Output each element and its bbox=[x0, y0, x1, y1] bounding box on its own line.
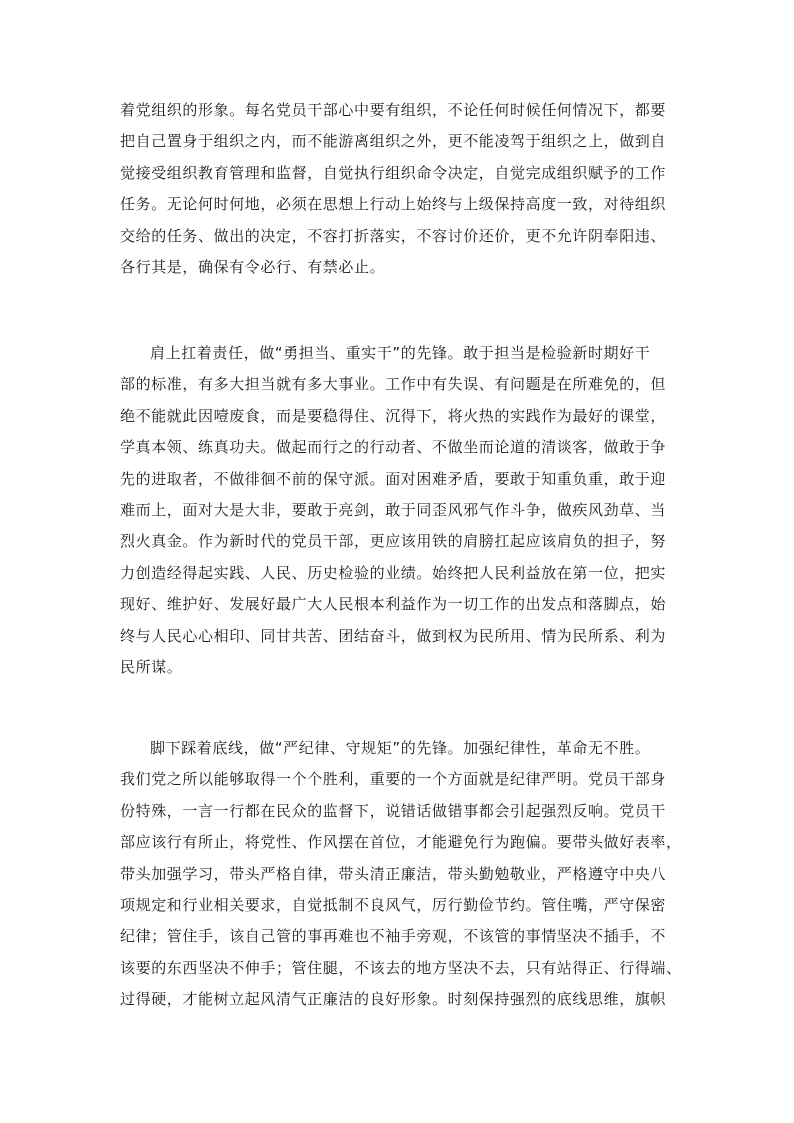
text-line: 任务。无论何时何地，必须在思想上行动上始终与上级保持高度一致，对待组织 bbox=[120, 195, 667, 214]
text-line: 力创造经得起实践、人民、历史检验的业绩。始终把人民利益放在第一位，把实 bbox=[120, 563, 667, 582]
text-line: 交给的任务、做出的决定，不容打折落实，不容讨价还价，更不允许阴奉阳违、 bbox=[120, 226, 667, 245]
text-line: 各行其是，确保有令必行、有禁必止。 bbox=[120, 258, 386, 277]
text-line: 份特殊，一言一行都在民众的监督下，说错话做错事都会引起强烈反响。党员干 bbox=[120, 801, 667, 820]
paragraph-organization bbox=[120, 95, 690, 283]
text-line: 民所谋。 bbox=[120, 658, 183, 677]
text-line: 学真本领、练真功夫。做起而行之的行动者、不做坐而论道的清谈客，做敢于争 bbox=[120, 438, 667, 457]
text-line: 部应该行有所止，将党性、作风摆在首位，才能避免行为跑偏。要带头做好表率， bbox=[120, 833, 682, 852]
text-line: 把自己置身于组织之内，而不能游离组织之外，更不能凌驾于组织之上，做到自 bbox=[120, 132, 667, 151]
text-line: 绝不能就此因噎废食，而是要稳得住、沉得下，将火热的实践作为最好的课堂， bbox=[120, 406, 667, 425]
text-line: 难而上，面对大是大非，要敢于亮剑，敢于同歪风邪气作斗争，做疾风劲草、当 bbox=[120, 501, 667, 520]
text-line: 部的标准，有多大担当就有多大事业。工作中有失误、有问题是在所难免的，但 bbox=[120, 375, 667, 394]
text-line: 肩上扛着责任，做“勇担当、重实干”的先锋。敢于担当是检验新时期好干 bbox=[150, 344, 651, 362]
text-line: 觉接受组织教育管理和监督，自觉执行组织命令决定，自觉完成组织赋予的工作 bbox=[120, 163, 667, 182]
text-line: 过得硬，才能树立起风清气正廉洁的良好形象。时刻保持强烈的底线思维，旗帜 bbox=[120, 990, 667, 1009]
text-line: 烈火真金。作为新时代的党员干部，更应该用铁的肩膀扛起应该肩负的担子，努 bbox=[120, 532, 667, 551]
text-line: 项规定和行业相关要求，自觉抵制不良风气，厉行勤俭节约。管住嘴，严守保密 bbox=[120, 896, 667, 915]
text-line: 终与人民心心相印、同甘共苦、团结奋斗，做到权为民所用、情为民所系、利为 bbox=[120, 626, 667, 645]
text-line: 脚下踩着底线，做“严纪律、守规矩”的先锋。加强纪律性，革命无不胜。 bbox=[150, 739, 651, 757]
text-line: 我们党之所以能够取得一个个胜利，重要的一个方面就是纪律严明。党员干部身 bbox=[120, 770, 667, 789]
text-line: 先的进取者，不做徘徊不前的保守派。面对困难矛盾，要敢于知重负重，敢于迎 bbox=[120, 469, 667, 488]
text-line: 着党组织的形象。每名党员干部心中要有组织，不论任何时候任何情况下，都要 bbox=[120, 101, 667, 119]
text-line: 纪律；管住手，该自己管的事再难也不袖手旁观，不该管的事情坚决不插手，不 bbox=[120, 927, 667, 946]
text-line: 带头加强学习，带头严格自律，带头清正廉洁，带头勤勉敬业，严格遵守中央八 bbox=[120, 864, 667, 883]
paragraph-responsibility bbox=[120, 338, 690, 683]
text-line: 该要的东西坚决不伸手；管住腿，不该去的地方坚决不去，只有站得正、行得端、 bbox=[120, 958, 682, 977]
text-line: 现好、维护好、发展好最广大人民根本利益作为一切工作的出发点和落脚点，始 bbox=[120, 595, 667, 614]
paragraph-discipline bbox=[120, 733, 690, 1016]
